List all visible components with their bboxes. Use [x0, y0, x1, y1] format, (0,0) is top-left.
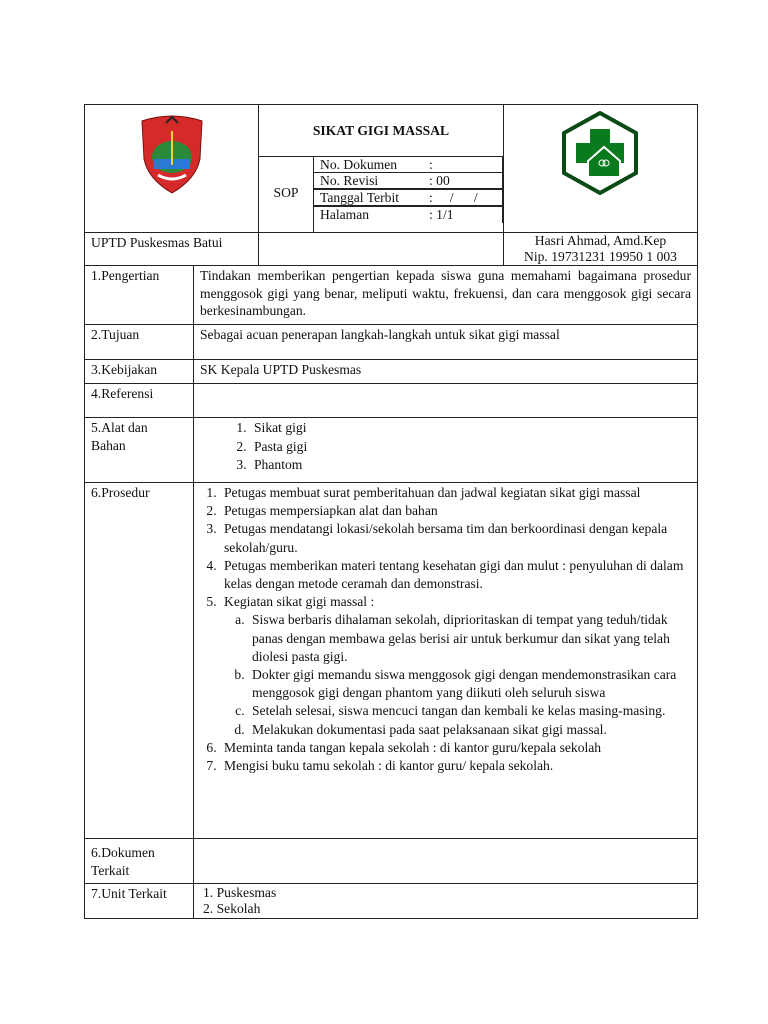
unit-label: 7.Unit Terkait: [84, 883, 194, 919]
meta-no-revisi: [313, 172, 503, 189]
list-item: 2. Petugas mempersiapkan alat dan bahan: [220, 502, 691, 520]
puskesmas-logo-icon: [558, 111, 642, 195]
meta-tanggal-terbit: [313, 189, 503, 206]
alat-label-line: Bahan: [91, 437, 126, 453]
sub-list-item: b. Dokter gigi memandu siswa menggosok gigi dengan mendemonstrasikan cara menggosok gigi dengan phantom yang diikuti oleh seluruh siswa: [248, 666, 691, 702]
step-text: Kegiatan sikat gigi massal :: [224, 594, 375, 610]
list-item: 7. Mengisi buku tamu sekolah : di kantor guru/ kepala sekolah.: [220, 757, 691, 775]
pengertian-label: 1.Pengertian: [84, 265, 194, 325]
referensi-text: [193, 383, 698, 418]
meta-value: : 00: [429, 173, 450, 188]
dokumen-text: [193, 838, 698, 884]
org-name: UPTD Puskesmas Batui: [84, 232, 259, 266]
meta-label: Halaman: [320, 207, 370, 222]
alat-label: [84, 417, 194, 483]
signer: [503, 232, 698, 266]
regency-emblem-icon: [138, 113, 206, 195]
sub-list-item: c. Setelah selesai, siswa mencuci tangan dan kembali ke kelas masing-masing.: [248, 702, 691, 720]
sub-list-item: d. Melakukan dokumentasi pada saat pelaksanaan sikat gigi massal.: [248, 721, 691, 739]
prosedur-list: [193, 482, 698, 839]
meta-value: :: [429, 157, 433, 172]
kebijakan-text: SK Kepala UPTD Puskesmas: [193, 359, 698, 384]
list-item: 2. Pasta gigi: [250, 438, 691, 457]
unit-list: [193, 883, 698, 919]
tujuan-label: 2.Tujuan: [84, 324, 194, 360]
puskesmas-logo-cell: [503, 104, 698, 233]
dokumen-label: [84, 838, 194, 884]
meta-label: No. Revisi: [320, 173, 379, 188]
dokumen-label-line: 6.Dokumen: [91, 845, 155, 860]
list-item: 2. Sekolah: [203, 901, 261, 916]
meta-value: : / /: [429, 190, 478, 205]
list-item: 4. Petugas memberikan materi tentang kesehatan gigi dan mulut : penyuluhan di dalam kelas dengan metode ceramah dan demonstrasi.: [220, 557, 691, 593]
alat-label-line: 5.Alat dan: [91, 420, 148, 435]
sop-label: SOP: [258, 156, 314, 233]
sub-list-item: a. Siswa berbaris dihalaman sekolah, diprioritaskan di tempat yang teduh/tidak panas dengan membawa gelas berisi air untuk berkumur dan sikat yang telah diolesi pasta gigi.: [248, 611, 691, 666]
prosedur-label: 6.Prosedur: [84, 482, 194, 839]
list-item: 1. Sikat gigi: [250, 419, 691, 438]
blank-cell: [258, 232, 504, 266]
kebijakan-label: 3.Kebijakan: [84, 359, 194, 384]
list-item: 1. Puskesmas: [203, 885, 277, 900]
list-item: 6. Meminta tanda tangan kepala sekolah : di kantor guru/kepala sekolah: [220, 739, 691, 757]
tujuan-text: Sebagai acuan penerapan langkah-langkah untuk sikat gigi massal: [193, 324, 698, 360]
list-item: [220, 593, 691, 739]
dokumen-label-line: Terkait: [91, 862, 130, 878]
signer-nip: Nip. 19731231 19950 1 003: [524, 249, 677, 264]
meta-label: No. Dokumen: [320, 157, 398, 172]
alat-list: [193, 417, 698, 483]
list-item: 3. Phantom: [250, 456, 691, 475]
pengertian-text: Tindakan memberikan pengertian kepada siswa guna memahami bagaimana prosedur menggosok gigi yang benar, meliputi waktu, frekuensi, dan cara menggosok gigi secara berkesinambungan.: [193, 265, 698, 325]
signer-name: Hasri Ahmad, Amd.Kep: [534, 233, 667, 248]
meta-halaman: [313, 206, 503, 223]
meta-no-dokumen: [313, 156, 503, 173]
logo-cell: [84, 104, 259, 233]
list-item: 1. Petugas membuat surat pemberitahuan dan jadwal kegiatan sikat gigi massal: [220, 484, 691, 502]
referensi-label: 4.Referensi: [84, 383, 194, 418]
meta-label: Tanggal Terbit: [320, 190, 400, 205]
meta-value: : 1/1: [429, 207, 454, 222]
document-title: SIKAT GIGI MASSAL: [258, 104, 504, 157]
list-item: 3. Petugas mendatangi lokasi/sekolah bersama tim dan berkoordinasi dengan kepala sekolah/guru.: [220, 520, 691, 556]
